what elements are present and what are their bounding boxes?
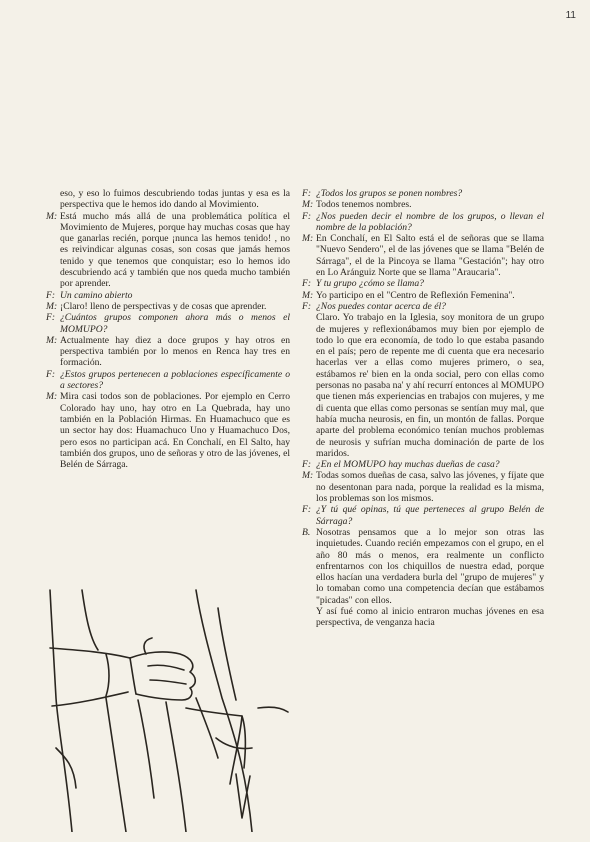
paragraph-text: Mira casi todos son de poblaciones. Por ejemplo en Cerro Colorado hay uno, hay otro en La Quebrada, hay uno también en la Población Hirmas. En Huamachuco que es un sector hay dos: Huamachuco Uno y Huamachuco Dos, pero esos no participan acá. En Conchalí, en El Salto, hay también dos grupos, uno de señoras y otro de las jóvenes, el Belén de Sárraga. — [60, 391, 290, 471]
speaker-label: F: — [302, 300, 312, 312]
answer-paragraph — [46, 211, 290, 290]
speaker-label: F: — [46, 289, 56, 301]
answer-paragraph — [302, 199, 544, 210]
answer-paragraph — [46, 391, 290, 470]
paragraph-text: Nosotras pensamos que a lo mejor son otras las inquietudes. Cuando recién empezamos con el grupo, en el año 80 más o menos, era realmente un conflicto enfrentarnos con los chiquillos de nuestra edad, porque ellos hacían una verdadera burla del "grupo de mujeres" y lo tomaban como una competencia decían que estábamos "picadas" con ellos. — [316, 526, 544, 606]
paragraph-text: Y así fué como al inicio entraron muchas jóvenes en esa perspectiva, de venganza hacia — [316, 605, 544, 629]
question-paragraph — [302, 504, 544, 527]
speaker-label: M: — [46, 334, 58, 346]
answer-paragraph — [302, 527, 544, 606]
paragraph-text: Y tu grupo ¿cómo se llama? — [316, 278, 424, 290]
page-number: 11 — [565, 10, 576, 21]
answer-paragraph — [302, 233, 544, 278]
paragraph-text: ¿Y tú qué opinas, tú que perteneces al grupo Belén de Sárraga? — [316, 504, 544, 527]
answer-paragraph — [302, 470, 544, 504]
paragraph-text: Yo participo en el "Centro de Reflexión Femenina". — [316, 289, 515, 301]
speaker-label: F: — [302, 504, 312, 516]
speaker-label: F: — [302, 188, 312, 199]
paragraph-text: Un camino abierto — [60, 289, 133, 301]
speaker-label: F: — [46, 312, 56, 324]
question-paragraph — [46, 369, 290, 392]
speaker-label: M: — [46, 300, 58, 312]
paragraph-text: ¿Estos grupos pertenecen a poblaciones específicamente o a sectores? — [60, 368, 290, 392]
speaker-label: M: — [302, 233, 314, 245]
speaker-label: M: — [302, 199, 314, 211]
question-paragraph — [46, 290, 290, 301]
paragraph-text: Todos tenemos nombres. — [316, 199, 412, 211]
speaker-label: M: — [302, 289, 314, 301]
paragraph-text: Actualmente hay diez a doce grupos y hay otros en perspectiva también por lo menos en Renca hay tres en formación. — [60, 334, 290, 369]
paragraph-text: eso, y eso lo fuimos descubriendo todas juntas y esa es la perspectiva que le hemos ido dando al Movimiento. — [60, 188, 290, 211]
speaker-label: M: — [46, 210, 58, 222]
answer-paragraph — [46, 301, 290, 312]
answer-paragraph — [302, 606, 544, 629]
answer-paragraph — [46, 335, 290, 369]
answer-paragraph — [46, 188, 290, 211]
left-column — [46, 188, 290, 470]
answer-paragraph — [302, 312, 544, 459]
speaker-label: F: — [302, 459, 312, 471]
paragraph-text: ¿Cuántos grupos componen ahora más o menos el MOMUPO? — [60, 312, 290, 335]
speaker-label: F: — [46, 368, 56, 380]
paragraph-text: ¿En el MOMUPO hay muchas dueñas de casa? — [316, 459, 500, 471]
speaker-label: M: — [46, 391, 58, 403]
question-paragraph — [302, 301, 544, 312]
drawing-of-hands-icon — [46, 588, 290, 832]
paragraph-text: En Conchalí, en El Salto está el de señoras que se llama "Nuevo Sendero", el de las jóvenes que se llama "Belén de Sárraga", el de la Pincoya se llama "Gestación"; hay otro en Lo Aránguiz Norte que se llama "Araucaria". — [316, 233, 544, 279]
paragraph-text: Está mucho más allá de una problemática política el Movimiento de Mujeres, porque hay muchas cosas que hay que ganarlas recién, porque ¡nunca las hemos tenido! , no es reivindicar algunas cosas, son cosas que jamás hemos tenido y que tenemos que conquistar; eso lo hemos ido descubriendo acá y también que nos queda mucho también por aprender. — [60, 210, 290, 290]
paragraph-text: ¿Nos pueden decir el nombre de los grupos, o llevan el nombre de la población? — [316, 210, 544, 233]
question-paragraph — [302, 459, 544, 470]
question-paragraph — [302, 278, 544, 289]
speaker-label: F: — [302, 210, 312, 222]
right-column — [302, 188, 544, 629]
paragraph-text: ¿Todos los grupos se ponen nombres? — [316, 188, 463, 199]
question-paragraph — [46, 312, 290, 335]
speaker-label: F: — [302, 278, 312, 290]
speaker-label: B. — [302, 526, 311, 538]
question-paragraph — [302, 188, 544, 199]
question-paragraph — [302, 211, 544, 234]
answer-paragraph — [302, 290, 544, 301]
paragraph-text: Claro. Yo trabajo en la Iglesia, soy monitora de un grupo de mujeres y reflexionábamos muy bien por ejemplo de todo lo que era economía, de todo lo que estaba pasando en el país; pero de repente me di cuenta que era necesario hacerlas ver a ellas como mujeres primero, o sea, estábamos re' bien en la onda social, pero con ellas como personas no pasaba na' y ahí recurrí entonces al MOMUPO que tienen más experiencias en trabajos con mujeres, y me di cuenta que ellas como personas se sentían muy mal, que había mucha neurosis, en fin, un montón de fallas. Porque aparte del problema económico tenían muchos problemas de neurosis y sufrían mucha dominación de parte de los maridos. — [316, 312, 544, 459]
speaker-label: M: — [302, 470, 314, 482]
paragraph-text: ¡Claro! lleno de perspectivas y de cosas que aprender. — [60, 300, 267, 312]
paragraph-text: Todas somos dueñas de casa, salvo las jóvenes, y fíjate que no desentonan para nada, porque la realidad es la misma, los problemas son los mismos. — [316, 470, 544, 505]
paragraph-text: ¿Nos puedes contar acerca de él? — [316, 300, 446, 312]
